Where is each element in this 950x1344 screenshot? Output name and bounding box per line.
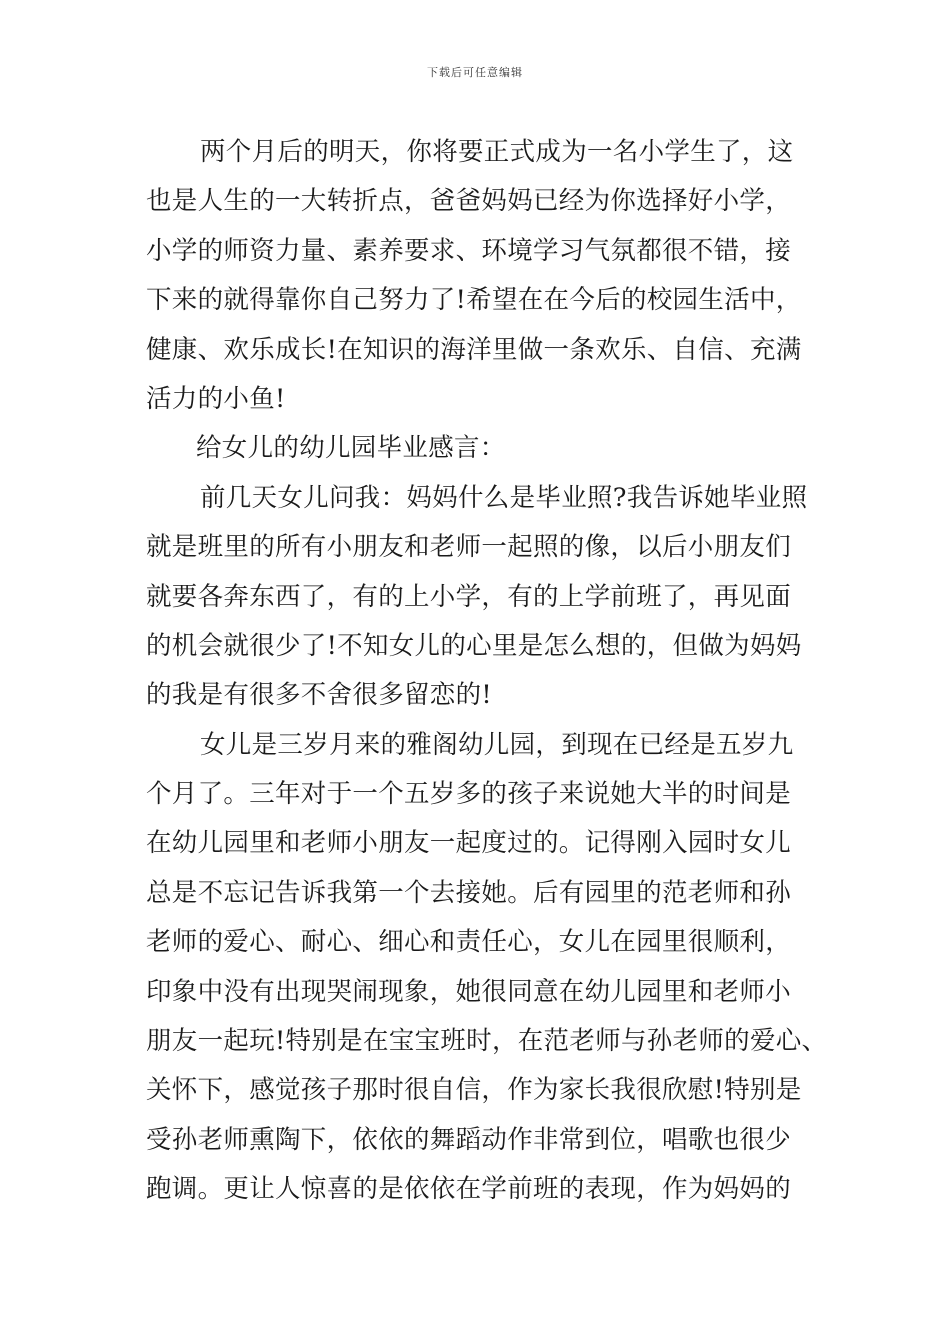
- text-line: 就要各奔东西了，有的上小学，有的上学前班了，再见面: [146, 581, 792, 612]
- text-line: 朋友一起玩!特别是在宝宝班时，在范老师与孙老师的爱心、: [146, 1026, 828, 1057]
- section-heading: 给女儿的幼儿园毕业感言：: [196, 433, 506, 464]
- text-line: 的机会就很少了!不知女儿的心里是怎么想的，但做为妈妈: [146, 630, 802, 661]
- text-line: 前几天女儿问我：妈妈什么是毕业照?我告诉她毕业照: [200, 482, 808, 513]
- text-line: 小学的师资力量、素养要求、环境学习气氛都很不错，接: [146, 235, 792, 266]
- text-line: 个月了。三年对于一个五岁多的孩子来说她大半的时间是: [146, 779, 792, 810]
- text-line: 的我是有很多不舍很多留恋的!: [146, 680, 492, 711]
- text-line: 印象中没有出现哭闹现象，她很同意在幼儿园里和老师小: [146, 976, 792, 1007]
- text-line: 老师的爱心、耐心、细心和责任心，女儿在园里很顺利，: [146, 927, 792, 958]
- text-line: 女儿是三岁月来的雅阁幼儿园，到现在已经是五岁九: [200, 729, 794, 760]
- text-line: 活力的小鱼!: [146, 383, 286, 414]
- page-header: 下载后可任意编辑: [427, 66, 523, 79]
- text-line: 下来的就得靠你自己努力了!希望在在今后的校园生活中，: [146, 285, 802, 316]
- document-body: [146, 128, 826, 1215]
- text-line: 就是班里的所有小朋友和老师一起照的像，以后小朋友们: [146, 532, 792, 563]
- text-line: 在幼儿园里和老师小朋友一起度过的。记得刚入园时女儿: [146, 828, 792, 859]
- text-line: 健康、欢乐成长!在知识的海洋里做一条欢乐、自信、充满: [146, 334, 802, 365]
- text-line: 两个月后的明天，你将要正式成为一名小学生了，这: [200, 137, 794, 167]
- text-line: 总是不忘记告诉我第一个去接她。后有园里的范老师和孙: [146, 877, 792, 908]
- text-line: 也是人生的一大转折点，爸爸妈妈已经为你选择好小学，: [146, 186, 792, 217]
- text-line: 受孙老师熏陶下，依依的舞蹈动作非常到位，唱歌也很少: [146, 1124, 792, 1155]
- text-line: 关怀下，感觉孩子那时很自信，作为家长我很欣慰!特别是: [146, 1075, 802, 1106]
- text-line: 跑调。更让人惊喜的是依依在学前班的表现，作为妈妈的: [146, 1174, 792, 1205]
